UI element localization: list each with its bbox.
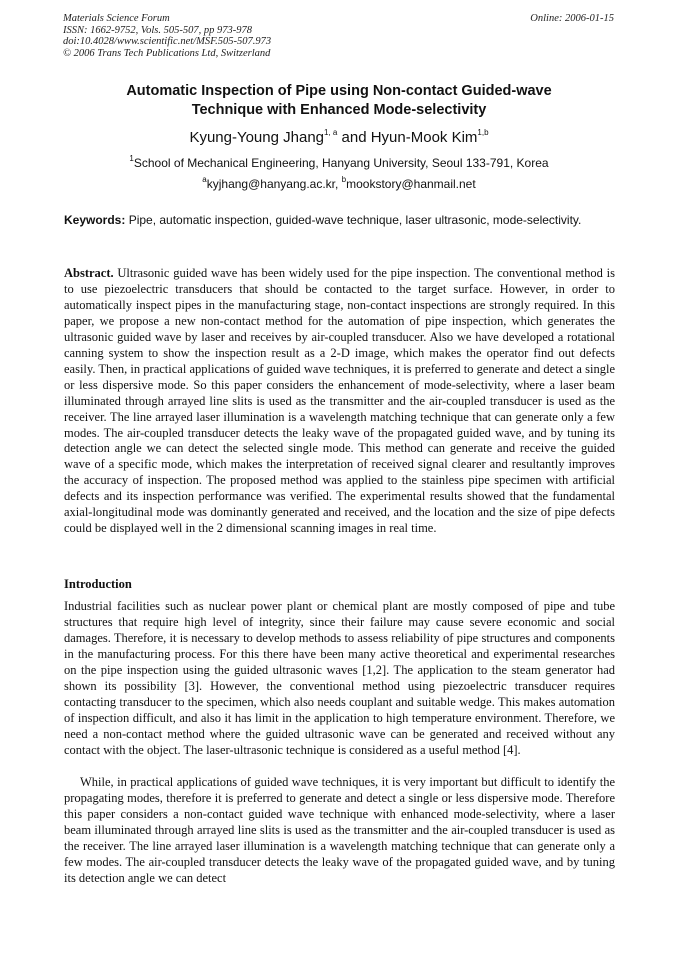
section-heading-introduction: Introduction xyxy=(64,577,132,591)
abstract xyxy=(64,266,615,537)
author-conjunction: and xyxy=(337,129,371,146)
email-b-mark: b xyxy=(341,175,347,184)
email-b: mookstory@hanmail.net xyxy=(346,177,476,191)
keywords-label: Keywords: xyxy=(64,213,126,227)
journal-doi: doi:10.4028/www.scientific.net/MSF.505-507.973 xyxy=(63,36,272,47)
abstract-text: Ultrasonic guided wave has been widely used for the pipe inspection. The conventional method is to use piezoelectric transducers that should be contacted to the target surface. However, in order to automatically inspect pipes in the manufacturing stage, non-contact inspections are strongly required. In this paper, we propose a new non-contact method for the automation of pipe inspection, which generates the ultrasonic guided wave by laser and receives by air-coupled transducer. Also we have developed a rotational canning system to show the inspection result as a 2-D image, which makes the operator find out defects easily. Then, in practical applications of guided wave techniques, it is preferred to generate and detect a single or less dispersive mode. So this paper considers the enhancement of mode-selectivity, where a laser beam illuminated through arrayed line slits is used as the transmitter and the air-coupled transducer is used as the receiver. The line arrayed laser illumination is a wavelength matching technique that can generate only a few modes. The air-coupled transducer detects the leaky wave of the propagated guided wave, and by tuning its detection angle we can detect the selected single mode. This method can generate and receive the guided wave of a specific mode, which makes the interpretation of received signal clearer and resultantly improves the accuracy of inspection. The proposed method was applied to the stainless pipe specimen with artificial defects and its inspection performance was verified. The experimental results showed that the fundamental axial-longitudinal mode was dominantly generated and received, and the location and the size of pipe defects could be displayed well in the 2 dimensional scanning images in real time. xyxy=(64,266,615,536)
affiliation-mark: 1 xyxy=(129,154,134,163)
journal-name: Materials Science Forum xyxy=(63,13,170,24)
journal-header xyxy=(63,13,271,59)
affiliation xyxy=(40,155,638,171)
author-list xyxy=(40,128,638,148)
journal-copyright: © 2006 Trans Tech Publications Ltd, Switzerland xyxy=(63,47,271,59)
introduction-paragraph-1: Industrial facilities such as nuclear power plant or chemical plant are mostly composed of pipe and tube structures that require high level of integrity, since their failure may cause severe economic and social damages. Therefore, it is necessary to develop methods to assess reliability of pipe structures and components in the manufacturing process. For this there have been many active theoretical and experimental researches on the pipe inspection using the guided ultrasonic waves [1,2]. The application to the steam generator had shown its possibility [3]. However, the conventional method using piezoelectric transducer requires contacting transducer to the specimen, which also needs couplant and suitable wedge. This makes automation of inspection difficult, and also it has limit in the application to high temperature environment. Therefore, we need a non-contact method where the guided ultrasonic wave can be generated and received without any contact with the object. The laser-ultrasonic technique is considered as a useful method [4]. xyxy=(64,599,615,757)
keywords xyxy=(64,212,616,228)
keywords-text: Pipe, automatic inspection, guided-wave technique, laser ultrasonic, mode-selectivity. xyxy=(125,213,582,227)
affiliation-text: School of Mechanical Engineering, Hanyang University, Seoul 133-791, Korea xyxy=(133,156,549,170)
email-a-mark: a xyxy=(202,175,207,184)
author-emails xyxy=(40,176,638,192)
email-a: kyjhang@hanyang.ac.kr, xyxy=(206,177,342,191)
introduction-paragraph-2: While, in practical applications of guided wave techniques, it is very important but difficult to identify the propagating modes, therefore it is preferred to generate and detect a single or less dispersive mode. Therefore this paper considers a non-contact guided wave technique with enhanced mode-selectivity, where a laser beam illuminated through arrayed line slits is used as the transmitter and the air-coupled transducer is used as the receiver. The line arrayed laser illumination is a wavelength matching technique that can generate only a few modes. The air-coupled transducer detects the leaky wave of the propagated guided wave, and by tuning its detection angle we can detect xyxy=(64,775,615,885)
author-2: Hyun-Mook Kim xyxy=(370,129,478,146)
author-2-affiliation-mark: 1,b xyxy=(477,128,489,137)
paper-title-line-2: Technique with Enhanced Mode-selectivity xyxy=(191,102,487,118)
paper-title-line-1: Automatic Inspection of Pipe using Non-contact Guided-wave xyxy=(126,83,552,99)
author-1-affiliation-mark: 1, a xyxy=(324,128,338,137)
paper-title xyxy=(40,82,638,120)
author-1: Kyung-Young Jhang xyxy=(189,129,324,146)
journal-issn: ISSN: 1662-9752, Vols. 505-507, pp 973-978 xyxy=(63,24,252,36)
abstract-label: Abstract. xyxy=(64,266,114,280)
online-date: Online: 2006-01-15 xyxy=(530,13,614,24)
